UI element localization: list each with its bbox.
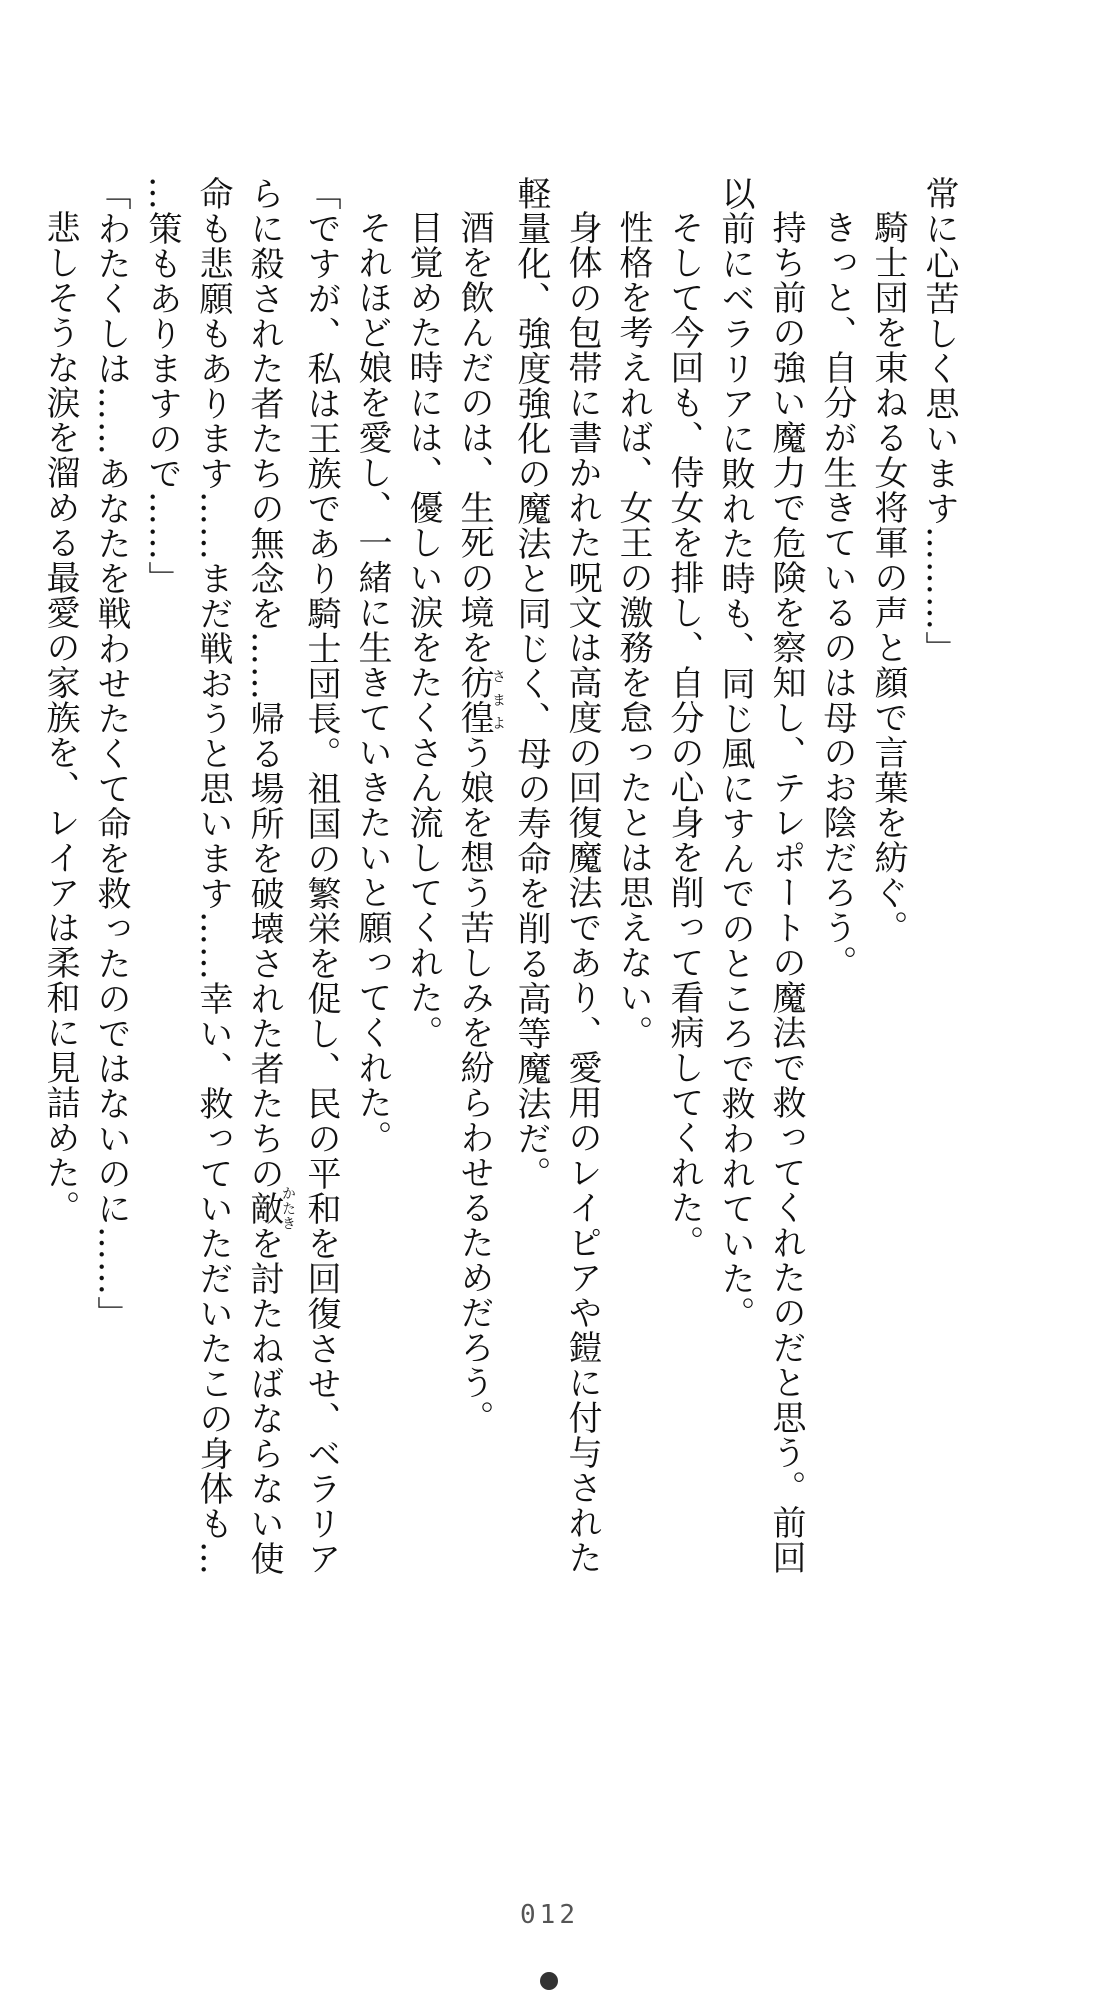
text-line: 「ですが、私は王族であり騎士団長。祖国の繁栄を促し、民の平和を回復させ、ベラリア — [301, 176, 341, 1576]
text-line: …策もありますので……」 — [142, 176, 182, 596]
text-line: 酒を飲んだのは、生死の境を彷徨さまよう娘を想う苦しみを紛らわせるためだろう。 — [454, 210, 506, 1435]
page-marker-dot — [540, 1972, 558, 1990]
text-line: 騎士団を束ねる女将軍の声と顔で言葉を紡ぐ。 — [868, 210, 908, 945]
text-line: きっと、自分が生きているのは母のお陰だろう。 — [817, 210, 857, 980]
text-line: そして今回も、侍女を排し、自分の心身を削って看病してくれた。 — [664, 210, 704, 1260]
body-text — [34, 176, 964, 1816]
text-line: それほど娘を愛し、一緒に生きていきたいと願ってくれた。 — [352, 210, 392, 1155]
page-number: 012 — [520, 1900, 579, 1930]
text-line: 軽量化、強度強化の魔法と同じく、母の寿命を削る高等魔法だ。 — [511, 176, 551, 1191]
text-line: 命も悲願もあります……まだ戦おうと思います……幸い、救っていただいたこの身体も… — [193, 176, 233, 1576]
text-line: 性格を考えれば、女王の激務を怠ったとは思えない。 — [613, 210, 653, 1050]
text-line: 悲しそうな涙を溜める最愛の家族を、レイアは柔和に見詰めた。 — [40, 210, 80, 1225]
ruby-annotation: 敵かたき — [244, 1186, 296, 1231]
text-line: 目覚めた時には、優しい涙をたくさん流してくれた。 — [403, 210, 443, 1050]
text-line: 常に心苦しく思います………」 — [919, 176, 959, 666]
text-line: 「わたくしは……あなたを戦わせたくて命を救ったのではないのに……」 — [91, 176, 131, 1331]
text-line: 身体の包帯に書かれた呪文は高度の回復魔法であり、愛用のレイピアや鎧に付与された — [562, 210, 602, 1575]
text-line: 持ち前の強い魔力で危険を察知し、テレポートの魔法で救ってくれたのだと思う。前回 — [766, 210, 806, 1575]
ruby-annotation: 彷徨さまよ — [454, 665, 506, 735]
text-line: 以前にベラリアに敗れた時も、同じ風にすんでのところで救われていた。 — [715, 176, 755, 1331]
text-line: らに殺された者たちの無念を……帰る場所を破壊された者たちの敵かたきを討たねばならない使 — [244, 176, 296, 1576]
